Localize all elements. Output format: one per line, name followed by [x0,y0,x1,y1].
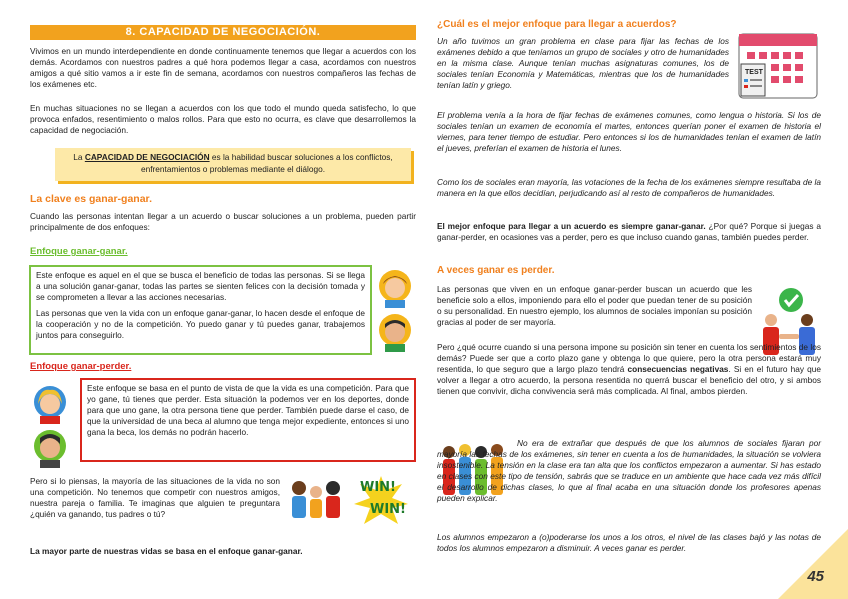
win-badge [352,474,410,526]
best-approach-paragraph [437,221,821,243]
lose-paragraph-2 [437,342,821,397]
think-paragraph: Pero si lo piensas, la mayoría de las situaciones de la vida no son una competición. No tenemos que competir con nuestros amigos, nuestra pareja o familia. Te imaginas que alguien te preguntara ¿quién va ganando, tus padres o tú? [30,476,280,520]
win-win-box [29,265,372,355]
lose-paragraph-1: Las personas que viven en un enfoque ganar-perder buscan un acuerdo que les beneficie solo a ellos, imponiendo para ello el poder que puedan tener de su posición o su personalidad. En nuestro ejemplo, los alumnos de sociales imponían su posición gracias al poder de ser mayoría. [437,284,752,328]
win-win-paragraph-1: Este enfoque es aquel en el que se busca el beneficio de todas las personas. Si se llega a una solución ganar-ganar, todas las partes se sienten felices con la decisión tomada y se comprometen a llevar a las acciones necesarias. [36,270,365,303]
story-paragraph-2: El problema venía a la hora de fijar fechas de exámenes comunes, como lengua o historia. Si los de sociales tenían un examen de economía el martes, entonces querían poner el examen de historia el viernes, para tener tiempo de estudiar. Pero entonces si los de humanidades tenían el examen de latín el jueves, preferían el examen de historia el lunes. [437,110,821,154]
story-paragraph-3: Como los de sociales eran mayoría, las votaciones de la fecha de los exámenes siempre resultaba de la manera en la que ellos decidían, perjudicando así al resto de compañeros de humanidades. [437,177,821,199]
win-lose-box [80,378,416,462]
lose-paragraph-2b: . Si en el futuro hay que volver a llegar a otro acuerdo, la persona resentida no querrá buscar el beneficio del otro, y si ambos tienen que convivir, dicha convivencia será más complicada. Al final, ambos pierden. [437,364,822,397]
win-lose-paragraph: Este enfoque se basa en el punto de vista de que la vida es una competición. Para que yo gane, tú tienes que perder. Esta situación la podemos ver en los deportes, donde para que uno gane, la otra persona tiene que perder. También puede darse el caso, de que la universidad de una beca al alumno que tenga mejor expediente, entonces si uno gana la beca, los demás no podrán hacerlo. [87,383,409,438]
boy-avatar-icon [377,312,413,352]
final-paragraph: Los alumnos empezaron a (o)poderarse los unos a los otros, el nivel de las clases bajó y las notas de todos los alumnos empezaron a disminuir. A veces ganar es perder. [437,532,821,554]
boy-dark-avatar-icon [32,428,68,468]
heading-key-win-win: La clave es ganar-ganar. [30,193,152,205]
calendar-test-icon [735,28,821,100]
definition-key: CAPACIDAD DE NEGOCIACIÓN [84,152,210,162]
best-approach-rest: ¿Por qué? Porque si juegas a ganar-perder, en ocasiones vas a perder, pero es que incluso cuando ganas, también puedes perder. [437,221,821,243]
definition-box [55,148,411,181]
section-title: 8. CAPACIDAD DE NEGOCIACIÓN. [30,25,416,40]
best-approach-bold: El mejor enfoque para llegar a un acuerdo es siempre ganar-ganar. [437,221,706,231]
girl-avatar-icon [377,268,413,308]
lose-paragraph-2a: Pero ¿qué ocurre cuando si una persona impone su posición sin tener en cuenta los sentimientos de los demás? Puede ser que a corto plazo gane y obtenga lo que quiere, pero la otra persona estará muy resentida, lo que seguro que a largo plazo tendrá [437,342,821,375]
definition-post: es la habilidad buscar soluciones a los conflictos, enfrentamientos o problemas mediante el diálogo. [140,152,393,174]
heading-best-approach: ¿Cuál es el mejor enfoque para llegar a acuerdos? [437,19,677,30]
lose-consequences: consecuencias negativas [627,364,729,375]
girl-blonde-avatar-icon [32,384,68,424]
win-win-paragraph-2: Las personas que ven la vida con un enfoque ganar-ganar, lo hacen desde el enfoque de la cooperación y no de la competición. Yo puedo ganar y tú puedes ganar, trabajemos juntos para conseguirlo. [36,308,365,341]
family-group-illustration [287,474,345,524]
heading-sometimes-winning: A veces ganar es perder. [437,265,555,276]
win-text-1: WIN! [360,480,396,495]
consequence-paragraph: No era de extrañar que después de que los alumnos de sociales fijaran por mayoría las fechas de los exámenes, sin tener en cuenta a los de humanidades, la situación se volviera insostenible. La tensión en la clase era tan alta que los conflictos empezaron a aumentar. Si has estado en clases con este tipo de tensión, sabrás que se traduce en un ambiente que hace cada vez más difícil el desarrollo de dichas clases, lo que al final acaba en una situación donde los profesores apenas pueden explicar. [437,438,821,504]
key-paragraph: Cuando las personas intentan llegar a un acuerdo o buscar soluciones a un problema, pueden partir principalmente de dos enfoques: [30,211,416,233]
page-number: 45 [807,568,824,585]
intro-paragraph-2: En muchas situaciones no se llegan a acuerdos con los que todo el mundo queda satisfecho, lo que provoca enfados, resentimiento o malos rollos. Para que esto no ocurra, es clave que desarrollemos la capacidad de negociación. [30,103,416,136]
conclusion: La mayor parte de nuestras vidas se basa en el enfoque ganar-ganar. [30,546,303,556]
story-paragraph-1: Un año tuvimos un gran problema en clase para fijar las fechas de los exámenes debido a que teníamos un grupo de sociales y otro de humanidades en la misma clase. Aunque tenían muchas asignaturas comunes, los de sociales tenían Economía y Matemáticas, mientras que los de humanidades tenían latín y griego. [437,36,729,91]
page-corner-decoration [778,529,848,599]
definition-pre: La [73,152,85,162]
test-label: TEST [745,69,763,76]
intro-paragraph-1: Vivimos en un mundo interdependiente en donde continuamente tenemos que llegar a acuerdos con los demás. Acordamos con nuestros padres a qué hora podemos llegar a casa, acordamos con nuestros amigos a qué sitio vamos a ir este fin de semana, acordamos con nuestros compañeros las fechas de los exámenes etc. [30,46,416,90]
win-text-2: WIN! [370,502,406,517]
win-lose-heading: Enfoque ganar-perder. [30,361,132,372]
win-win-heading: Enfoque ganar-ganar. [30,246,128,257]
